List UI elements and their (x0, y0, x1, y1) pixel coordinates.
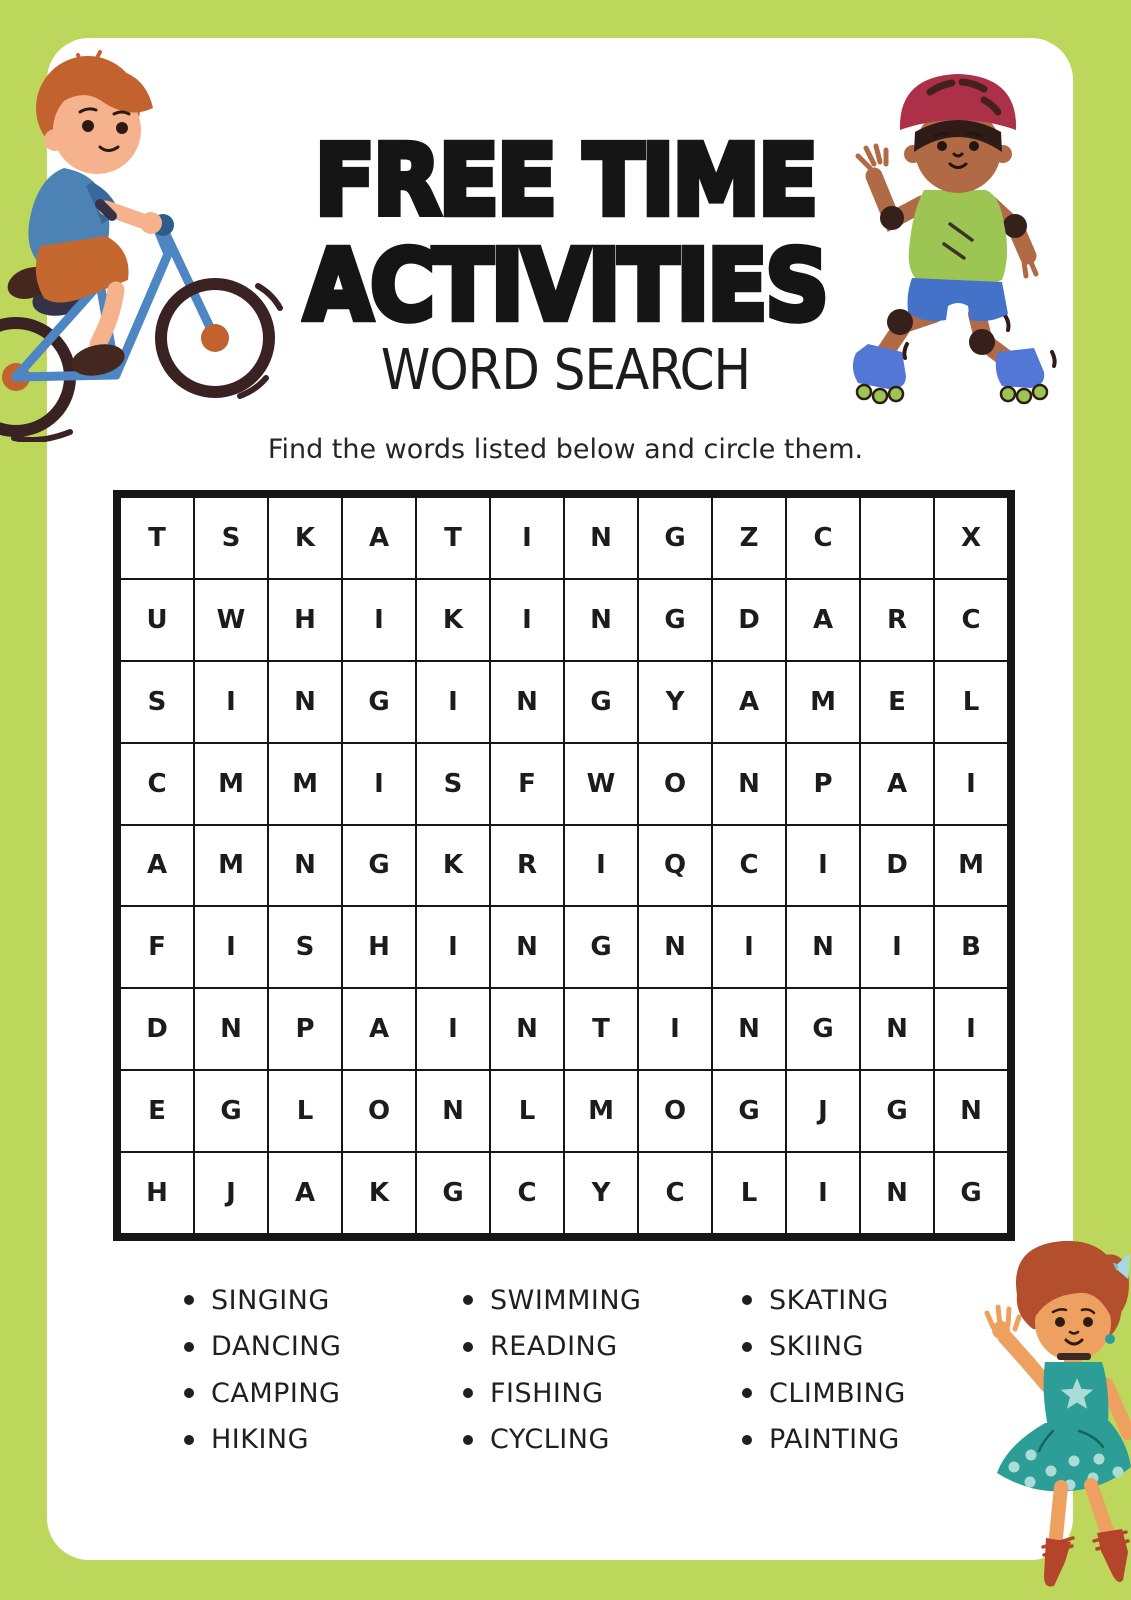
grid-cell: P (786, 743, 860, 825)
grid-cell: H (342, 906, 416, 988)
word-label: SWIMMING (490, 1284, 642, 1316)
grid-cell: N (268, 825, 342, 907)
word-label: PAINTING (769, 1424, 900, 1456)
grid-cell: I (342, 743, 416, 825)
grid-cell: I (638, 988, 712, 1070)
grid-cell: M (268, 743, 342, 825)
word-label: CLIMBING (769, 1377, 906, 1409)
grid-cell: N (712, 743, 786, 825)
grid-cell: N (638, 906, 712, 988)
word-list-item (180, 1417, 459, 1464)
grid-cell: O (638, 1070, 712, 1152)
grid-cell: K (416, 825, 490, 907)
grid-cell: H (268, 579, 342, 661)
grid-cell: M (194, 743, 268, 825)
grid-cell: N (490, 988, 564, 1070)
grid-cell: W (194, 579, 268, 661)
word-label: SKATING (769, 1284, 889, 1316)
grid-cell: A (860, 743, 934, 825)
grid-cell: U (120, 579, 194, 661)
grid-cell: G (564, 906, 638, 988)
word-label: DANCING (211, 1331, 342, 1363)
grid-cell: N (268, 661, 342, 743)
grid-cell: I (786, 1152, 860, 1234)
grid-cell: D (120, 988, 194, 1070)
grid-cell: N (490, 661, 564, 743)
grid-cell: G (342, 661, 416, 743)
grid-cell: T (564, 988, 638, 1070)
grid-cell: C (786, 497, 860, 579)
grid-cell: I (416, 988, 490, 1070)
word-list-item (459, 1277, 738, 1324)
grid-cell: N (564, 497, 638, 579)
grid-cell: L (268, 1070, 342, 1152)
grid-cell: I (490, 497, 564, 579)
grid-cell: I (416, 906, 490, 988)
grid-cell: K (342, 1152, 416, 1234)
word-label: FISHING (490, 1377, 604, 1409)
word-list-item (180, 1370, 459, 1417)
word-label: HIKING (211, 1424, 310, 1456)
grid-cell: G (638, 579, 712, 661)
word-list-item (180, 1324, 459, 1371)
grid-cell: X (934, 497, 1008, 579)
grid-cell: M (564, 1070, 638, 1152)
grid-cell: G (712, 1070, 786, 1152)
grid-cell: G (416, 1152, 490, 1234)
word-label: SINGING (211, 1284, 330, 1316)
grid-cell: G (564, 661, 638, 743)
grid-cell: G (638, 497, 712, 579)
grid-cell: K (416, 579, 490, 661)
word-label: CAMPING (211, 1377, 341, 1409)
grid-cell: I (564, 825, 638, 907)
bullet-icon (463, 1435, 473, 1445)
grid-cell: M (786, 661, 860, 743)
grid-cell: E (120, 1070, 194, 1152)
word-search-grid (113, 490, 1015, 1241)
bullet-icon (184, 1435, 194, 1445)
word-list (180, 1277, 1017, 1463)
bullet-icon (742, 1435, 752, 1445)
grid-cell: N (490, 906, 564, 988)
grid-cell: K (268, 497, 342, 579)
grid-cell: L (934, 661, 1008, 743)
bullet-icon (463, 1342, 473, 1352)
grid-cell: D (860, 825, 934, 907)
page-title-line1: FREE TIME (314, 123, 817, 238)
grid-cell: G (934, 1152, 1008, 1234)
grid-cell: C (120, 743, 194, 825)
boy-rollerskating-illustration (812, 52, 1098, 408)
grid-cell: M (934, 825, 1008, 907)
word-list-item (180, 1277, 459, 1324)
word-list-item (459, 1324, 738, 1371)
bullet-icon (742, 1342, 752, 1352)
grid-cell: I (860, 906, 934, 988)
bullet-icon (184, 1295, 194, 1305)
grid-cell: A (120, 825, 194, 907)
grid-cell: I (934, 743, 1008, 825)
grid-cell: Y (638, 661, 712, 743)
grid-cell: T (416, 497, 490, 579)
grid-cell: J (786, 1070, 860, 1152)
grid-cell: J (194, 1152, 268, 1234)
grid-cell: S (416, 743, 490, 825)
grid-cell: L (712, 1152, 786, 1234)
grid-cell: Q (638, 825, 712, 907)
bullet-icon (184, 1388, 194, 1398)
grid-cell: O (342, 1070, 416, 1152)
bullet-icon (463, 1295, 473, 1305)
grid-cell: L (490, 1070, 564, 1152)
grid-cell: G (342, 825, 416, 907)
grid-cell: I (416, 661, 490, 743)
grid-cell: D (712, 579, 786, 661)
word-list-column (459, 1277, 738, 1463)
grid-cell: N (860, 988, 934, 1070)
word-label: CYCLING (490, 1424, 610, 1456)
page-title-line2: ACTIVITIES (304, 228, 827, 343)
grid-cell: M (194, 825, 268, 907)
grid-cell: C (638, 1152, 712, 1234)
grid-cell: I (712, 906, 786, 988)
grid-cell: I (194, 906, 268, 988)
grid-cell: N (860, 1152, 934, 1234)
grid-cell: C (490, 1152, 564, 1234)
word-list-item (459, 1417, 738, 1464)
bullet-icon (742, 1388, 752, 1398)
boy-riding-bicycle-illustration (0, 46, 300, 442)
grid-cell: R (860, 579, 934, 661)
page-subtitle: WORD SEARCH (380, 337, 751, 403)
girl-dancing-waving-illustration (931, 1235, 1131, 1600)
grid-cell: S (194, 497, 268, 579)
grid-cell: N (416, 1070, 490, 1152)
grid-cell: O (638, 743, 712, 825)
grid-cell: F (120, 906, 194, 988)
grid-cell: S (120, 661, 194, 743)
instruction-text: Find the words listed below and circle them. (267, 434, 864, 465)
grid-cell: E (860, 661, 934, 743)
word-list-item (459, 1370, 738, 1417)
grid-cell: P (268, 988, 342, 1070)
grid-cell: A (268, 1152, 342, 1234)
word-list-column (180, 1277, 459, 1463)
grid-cell: G (194, 1070, 268, 1152)
grid-cell: A (342, 988, 416, 1070)
grid-cell: Z (712, 497, 786, 579)
grid-cell: G (860, 1070, 934, 1152)
grid-cell: A (342, 497, 416, 579)
grid-cell: G (786, 988, 860, 1070)
grid-cell: S (268, 906, 342, 988)
bullet-icon (463, 1388, 473, 1398)
grid-cell: A (786, 579, 860, 661)
grid-cell: N (564, 579, 638, 661)
grid-cell: Y (564, 1152, 638, 1234)
grid-cell: N (934, 1070, 1008, 1152)
bullet-icon (184, 1342, 194, 1352)
grid-cell: H (120, 1152, 194, 1234)
grid-cell: N (712, 988, 786, 1070)
grid-cell: C (934, 579, 1008, 661)
grid-cell: I (786, 825, 860, 907)
grid-cell: C (712, 825, 786, 907)
grid-cell: N (194, 988, 268, 1070)
grid-cell: I (934, 988, 1008, 1070)
grid-cell: W (564, 743, 638, 825)
grid-cell: N (786, 906, 860, 988)
grid-cell: F (490, 743, 564, 825)
grid-cell: I (342, 579, 416, 661)
word-label: READING (490, 1331, 618, 1363)
bullet-icon (742, 1295, 752, 1305)
word-label: SKIING (769, 1331, 864, 1363)
grid-cell (860, 497, 934, 579)
grid-cell: I (490, 579, 564, 661)
grid-cell: A (712, 661, 786, 743)
grid-cell: I (194, 661, 268, 743)
grid-cell: T (120, 497, 194, 579)
grid-cell: R (490, 825, 564, 907)
grid-cell: B (934, 906, 1008, 988)
